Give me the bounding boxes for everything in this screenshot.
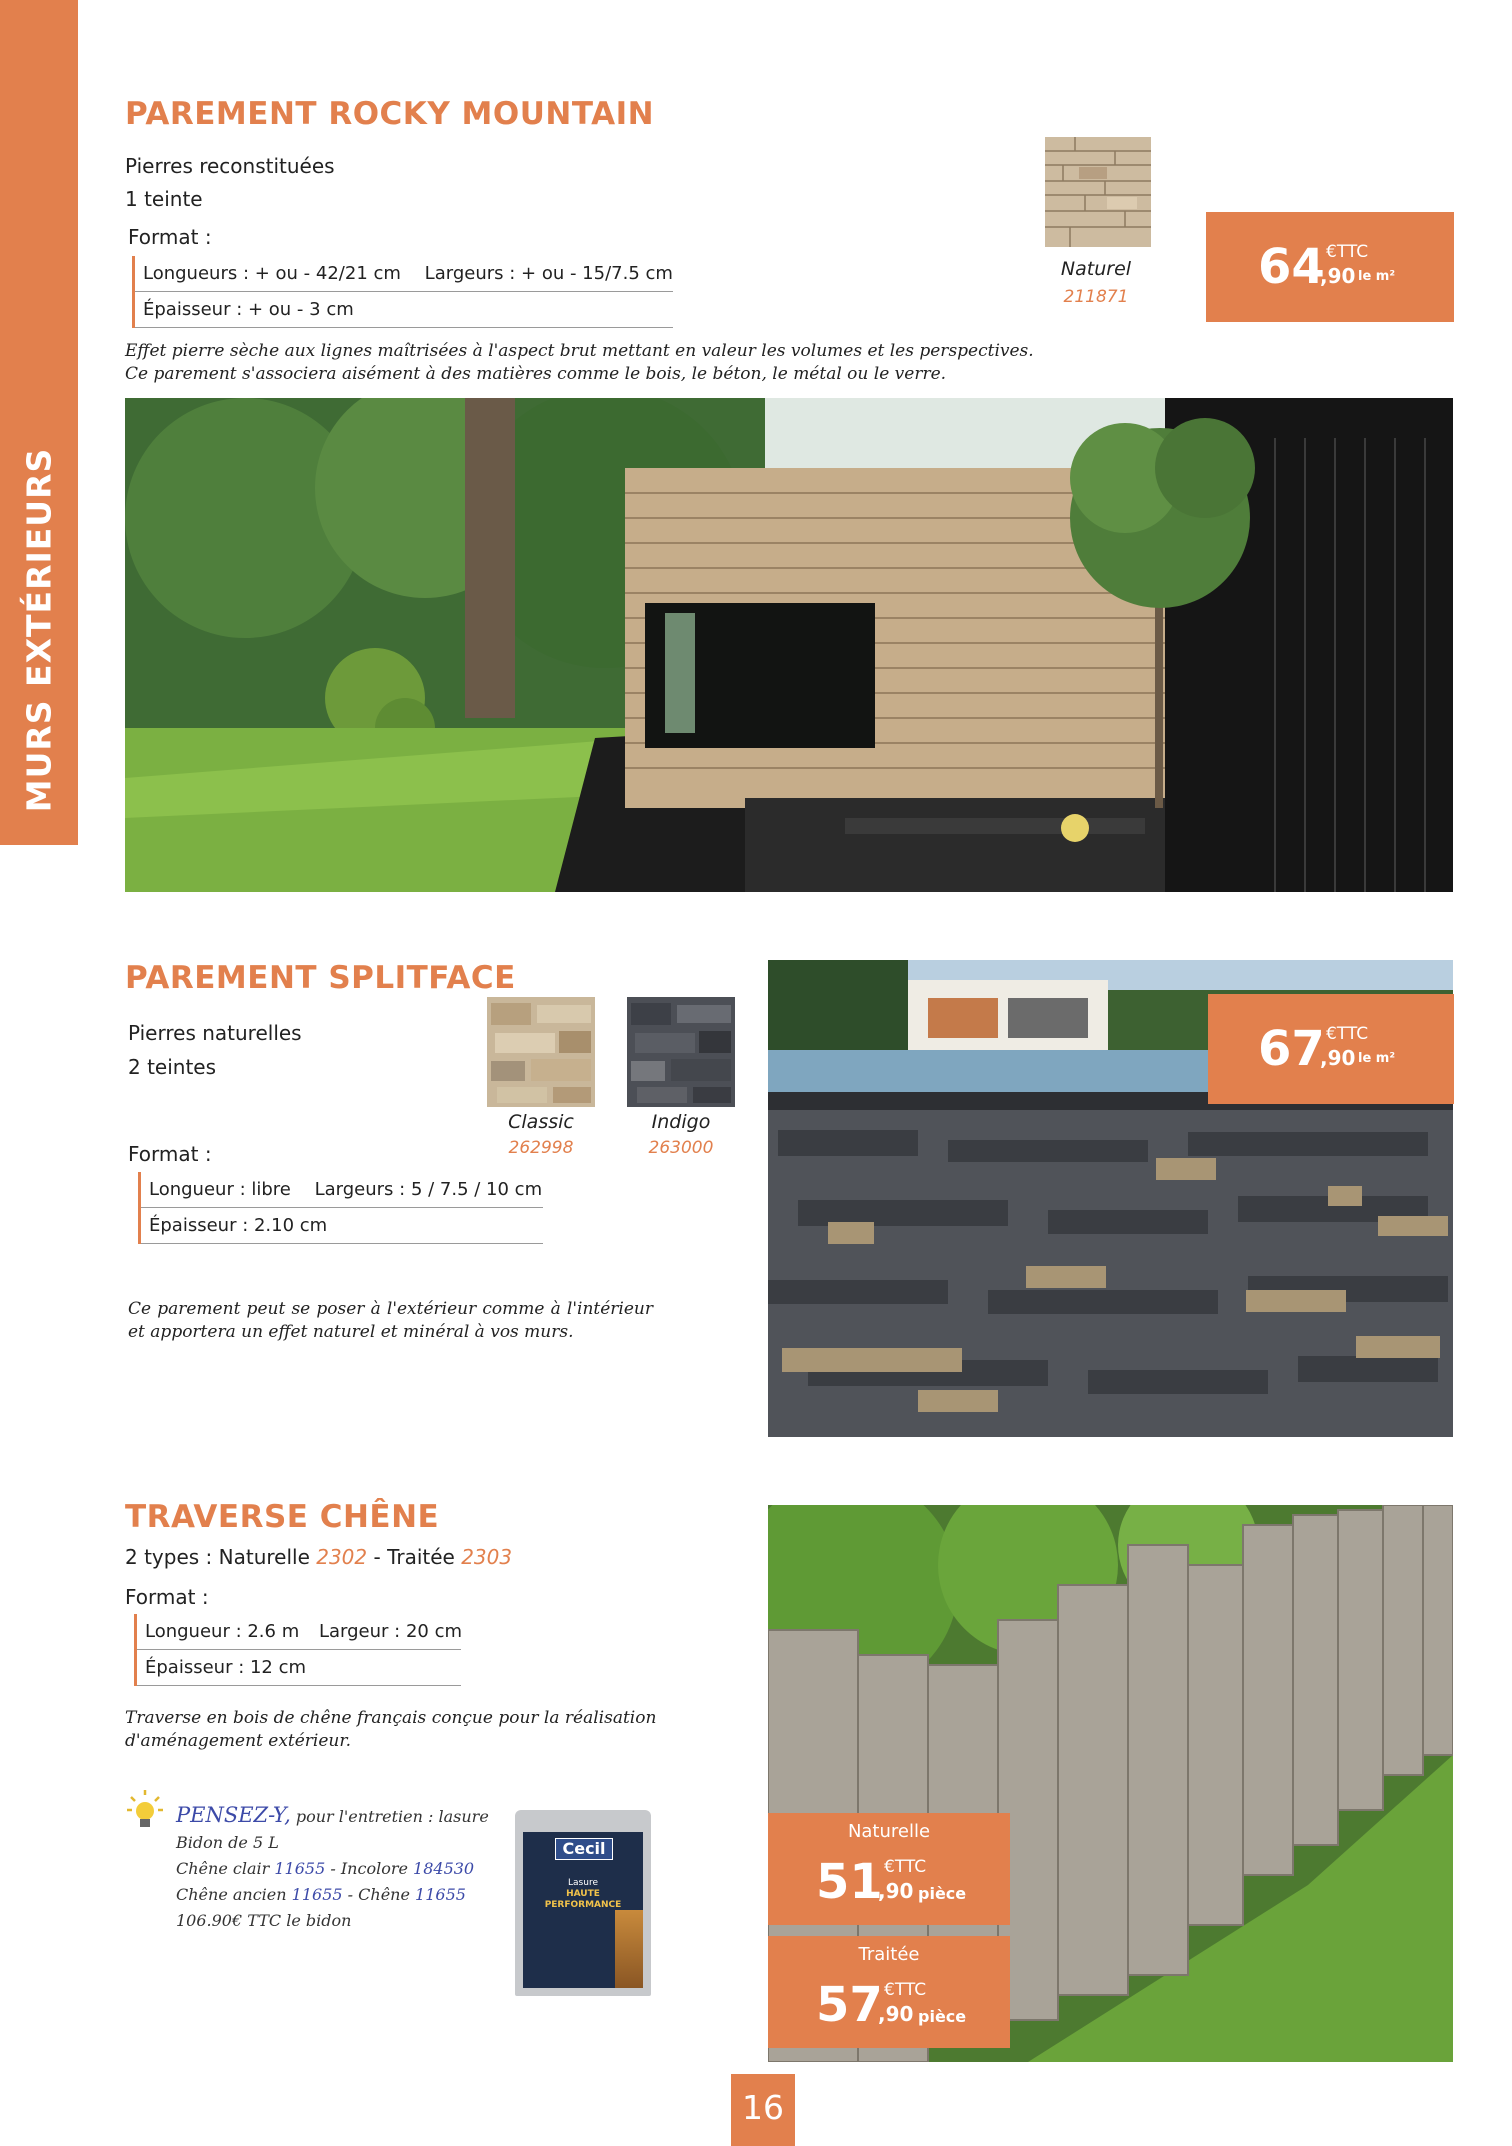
price-variant-label: Traitée (858, 1944, 920, 1965)
tip-label: PENSEZ-Y, (176, 1803, 291, 1827)
spec-length: Longueurs : + ou - 42/21 cm (143, 263, 401, 284)
tip-shade-1: Chêne clair (176, 1859, 270, 1878)
spec-row-dimensions (135, 256, 673, 292)
spec-row-thickness: Épaisseur : + ou - 3 cm (135, 292, 673, 328)
swatch-name-indigo: Indigo (651, 1111, 711, 1133)
swatch-code-classic: 262998 (508, 1138, 574, 1158)
price-decimals: ,90 (1320, 264, 1356, 288)
tip-shade-4: - Chêne (347, 1885, 410, 1904)
tip-code-2: 184530 (413, 1859, 475, 1878)
spec-table (134, 1614, 461, 1686)
can-line-1: Lasure (568, 1878, 598, 1888)
can-line-3: PERFORMANCE (544, 1900, 622, 1910)
color-count: 2 teintes (128, 1055, 217, 1079)
tip-line-5: 106.90€ TTC le bidon (176, 1911, 352, 1930)
swatch-naturel (1045, 137, 1151, 247)
photo-stone-wall-garden (125, 398, 1453, 892)
material-type: Pierres naturelles (128, 1021, 302, 1045)
price-variant-label: Naturelle (847, 1821, 931, 1842)
swatch-name-classic: Classic (508, 1111, 574, 1133)
page-number: 16 (731, 2074, 795, 2146)
price-unit: le m² (1358, 1051, 1396, 1066)
tip-code-4: 11655 (415, 1885, 466, 1904)
product-description: Traverse en bois de chêne français conçue pour la réalisation d'aménagement extérieur. (125, 1708, 657, 1751)
price-currency: €TTC (1326, 1024, 1369, 1044)
spec-row-dimensions (141, 1172, 543, 1208)
price-tag-naturelle (768, 1813, 1010, 1925)
price-tag-traitee (768, 1936, 1010, 2048)
price-integer: 64 (1258, 239, 1325, 295)
format-label: Format : (125, 1585, 209, 1609)
can-line-2: HAUTE (566, 1889, 600, 1899)
price-currency: €TTC (884, 1980, 927, 2000)
price-decimals: ,90 (1320, 1046, 1356, 1070)
price-integer: 57 (816, 1977, 883, 2033)
product-types (125, 1545, 512, 1569)
tip-line-4 (176, 1882, 536, 1908)
spec-row-thickness: Épaisseur : 2.10 cm (141, 1208, 543, 1244)
spec-width: Largeurs : + ou - 15/7.5 cm (424, 263, 673, 284)
types-mid: - Traitée (373, 1545, 455, 1569)
price-decimals: ,90 (878, 2002, 914, 2026)
tip-line-2: Bidon de 5 L (176, 1833, 279, 1852)
paint-can-image (515, 1810, 651, 1996)
type-code-naturelle: 2302 (316, 1545, 368, 1569)
spec-length: Longueur : 2.6 m (145, 1621, 300, 1642)
types-prefix: 2 types : Naturelle (125, 1545, 310, 1569)
price-integer: 67 (1258, 1021, 1325, 1077)
spec-row-thickness: Épaisseur : 12 cm (137, 1650, 461, 1686)
material-type: Pierres reconstituées (125, 154, 335, 178)
tip-code-3: 11655 (291, 1885, 343, 1904)
tip-line-1 (176, 1802, 536, 1830)
price-decimals: ,90 (878, 1879, 914, 1903)
spec-row-dimensions (137, 1614, 461, 1650)
section-title-traverse-chene: TRAVERSE CHÊNE (125, 1499, 440, 1535)
description-line-2: Ce parement s'associera aisément à des matières comme le bois, le béton, le métal ou le verre. (125, 364, 947, 384)
spec-table (138, 1172, 543, 1244)
format-label: Format : (128, 225, 212, 249)
swatch-classic (487, 997, 595, 1107)
price-unit: pièce (918, 1884, 967, 1903)
product-description (125, 340, 1125, 386)
can-product-name (535, 1878, 631, 1911)
tip-shade-3: Chêne ancien (176, 1885, 287, 1904)
spec-width: Largeurs : 5 / 7.5 / 10 cm (314, 1179, 543, 1200)
product-description: Ce parement peut se poser à l'extérieur comme à l'intérieur et apportera un effet naturel et minéral à vos murs. (128, 1299, 653, 1342)
tip-line-3 (176, 1856, 536, 1882)
lightbulb-icon (125, 1788, 165, 1832)
price-currency: €TTC (1326, 242, 1369, 262)
format-label: Format : (128, 1142, 212, 1166)
color-count: 1 teinte (125, 187, 203, 211)
price-tag-rocky-mountain (1206, 212, 1454, 322)
section-title-splitface: PAREMENT SPLITFACE (125, 960, 516, 996)
description-line-1: Effet pierre sèche aux lignes maîtrisées à l'aspect brut mettant en valeur les volumes et les perspectives. (125, 341, 1034, 361)
tip-shade-2: - Incolore (330, 1859, 408, 1878)
can-brand: Cecil (555, 1838, 613, 1860)
can-wood-swatch (615, 1910, 643, 1988)
section-tab-label: MURS EXTÉRIEURS (19, 447, 59, 813)
price-unit: le m² (1358, 269, 1396, 284)
spec-table (132, 256, 673, 328)
spec-width: Largeur : 20 cm (318, 1621, 462, 1642)
section-title-rocky-mountain: PAREMENT ROCKY MOUNTAIN (125, 96, 655, 132)
swatch-code-naturel: 211871 (1063, 287, 1129, 307)
swatch-indigo (627, 997, 735, 1107)
tip-intro: pour l'entretien : lasure (295, 1807, 489, 1826)
price-currency: €TTC (884, 1857, 927, 1877)
price-integer: 51 (816, 1854, 883, 1910)
price-tag-splitface (1208, 994, 1454, 1104)
swatch-name-naturel: Naturel (1060, 258, 1132, 280)
price-unit: pièce (918, 2007, 967, 2026)
tip-code-1: 11655 (274, 1859, 326, 1878)
maintenance-tip (176, 1802, 536, 1934)
spec-length: Longueur : libre (149, 1179, 291, 1200)
swatch-code-indigo: 263000 (648, 1138, 714, 1158)
type-code-traitee: 2303 (461, 1545, 513, 1569)
